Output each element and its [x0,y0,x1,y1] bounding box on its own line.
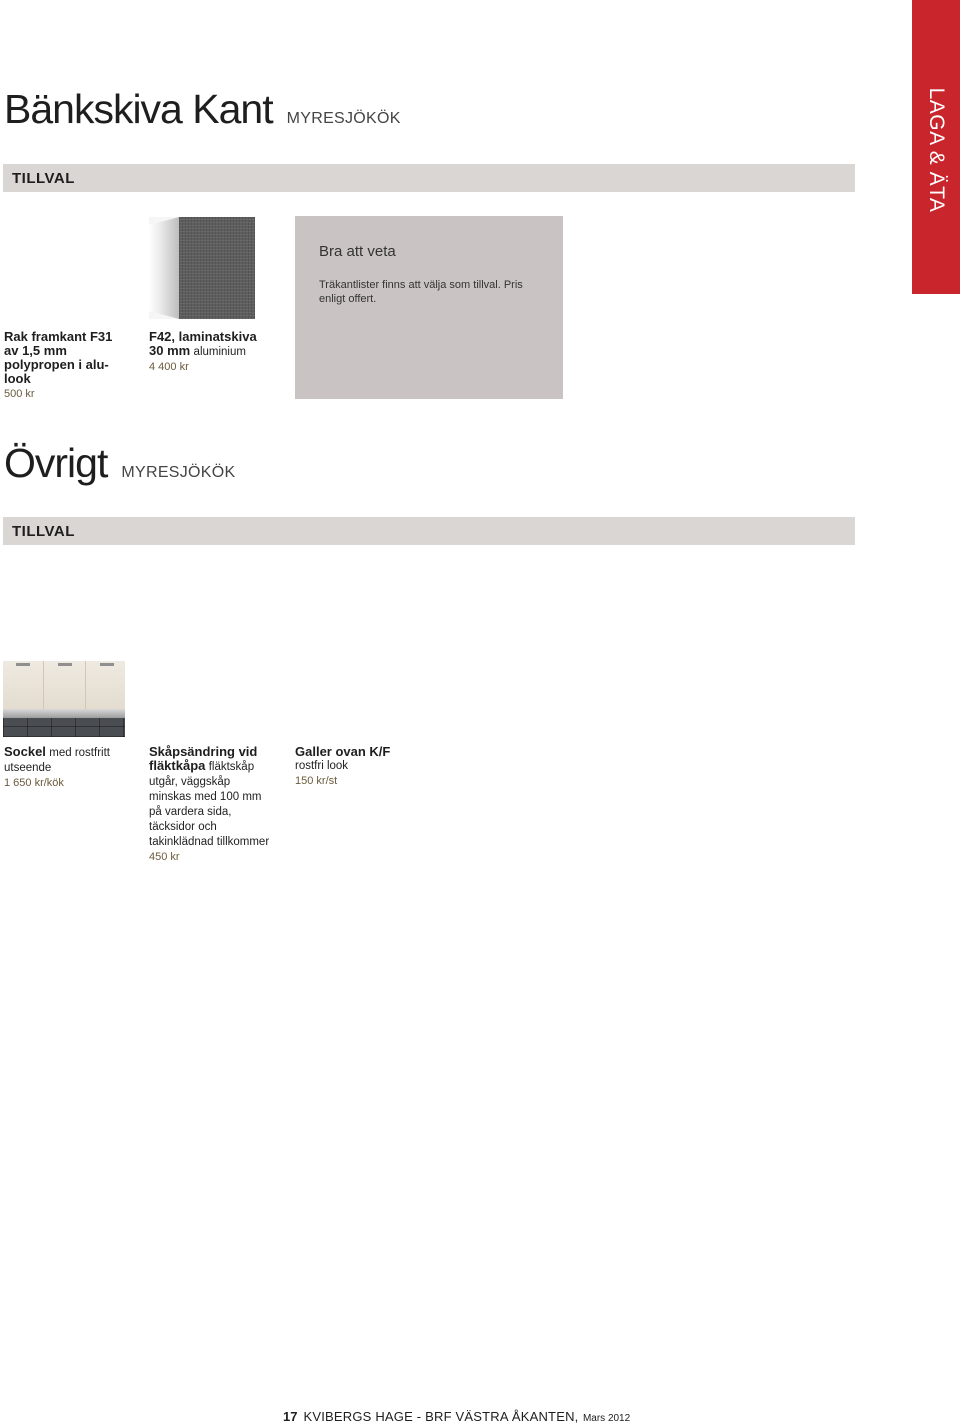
product-desc: med rostfritt utseende [4,747,110,774]
side-tab-label: LAGA & ÄTA [925,87,948,213]
footer-title: KVIBERGS HAGE - BRF VÄSTRA ÅKANTEN, [303,1409,579,1424]
section1-heading [4,86,401,133]
cabinet-handle [100,663,114,666]
section2-title: Övrigt [4,440,108,486]
cabinet-doors [3,661,125,709]
product-name: Sockel [4,744,46,759]
product-galler [295,745,420,788]
info-box [295,216,563,399]
product-price: 500 kr [4,388,35,400]
section2-subtitle: MYRESJÖKÖK [121,464,236,481]
product-sockel [4,745,122,790]
laminate-sample-face [179,217,255,319]
page-number: 17 [283,1409,298,1424]
info-box-title: Bra att veta [319,243,396,260]
page-footer [283,1408,630,1426]
tiled-floor [3,718,125,737]
section2-heading [4,440,236,487]
section1-title: Bänkskiva Kant [4,86,273,132]
product-rak-framkant [4,330,122,401]
footer-date: Mars 2012 [582,1413,631,1424]
product-price: 4 400 kr [149,361,189,373]
side-tab [912,0,960,294]
product-price: 150 kr/st [295,775,338,787]
product-name: Skåpsändring vid fläktkåpa [149,744,258,773]
product-desc: fläktskåp utgår, väggskåp minskas med 100 mm på vardera sida, täcksidor och takinklädnad tillkommer [149,761,270,848]
section2-bar-label: TILLVAL [12,523,75,540]
product-name: Rak framkant F31 av 1,5 mm polypropen i alu-look [4,329,113,386]
product-desc: aluminium [193,346,246,358]
product-desc: rostfri look [295,760,349,772]
product-name: F42, laminatskiva 30 mm [149,329,257,358]
cabinet-handle [16,663,30,666]
section1-subtitle: MYRESJÖKÖK [286,110,401,127]
section1-tillval-bar [3,164,855,192]
laminate-sample-image [149,217,255,319]
section2-tillval-bar [3,517,855,545]
section1-bar-label: TILLVAL [12,170,75,187]
info-box-text: Träkantlister finns att välja som tillval. Pris enligt offert. [319,279,523,305]
product-f42-laminatskiva [149,330,274,374]
sockel-image [3,661,125,737]
cabinet-handle [58,663,72,666]
product-price: 1 650 kr/kök [4,777,64,789]
laminate-sample-edge [149,217,179,319]
product-skapsandring [149,745,274,864]
product-price: 450 kr [149,851,180,863]
product-name: Galler ovan K/F [295,744,391,759]
stainless-plinth [3,709,125,718]
